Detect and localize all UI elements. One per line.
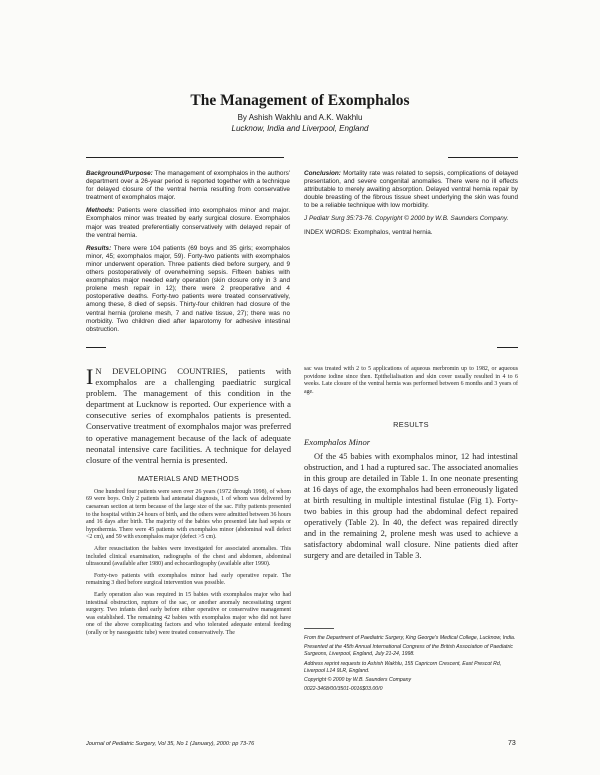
- footnote-rule: [304, 628, 334, 629]
- abstract-top-rule-right: [448, 157, 518, 158]
- article-title: The Management of Exomphalos: [190, 92, 410, 109]
- abstract-left-column: [86, 170, 290, 339]
- abstract-bottom-rule-left: [86, 347, 106, 348]
- abstract-methods: [86, 207, 290, 239]
- abstract-conclusion-lead: Conclusion:: [304, 170, 341, 177]
- abstract-methods-lead: Methods:: [86, 207, 115, 215]
- abstract-conclusion-text: Mortality rate was related to sepsis, complications of delayed presentation, and severe congenital anomalies. There were no ill effects attributable to merely awaiting absorption. Delayed ventral hernia repair by double breasting of the fibrous tissue sheet underlying the skin was found to be a reliable technique with low morbidity.: [304, 170, 518, 210]
- abstract-background-text: The management of exomphalos in the authors' department over a 26-year period is reported together with a technique for delayed closure of the ventral hernia resulting from conservative treatment of exomphalos major.: [86, 170, 290, 202]
- note-issn: 0022-3468/00/3501-0016$03.00/0: [304, 686, 383, 693]
- abstract-citation: J Pediatr Surg 35:73-76. Copyright © 2000 by W.B. Saunders Company.: [304, 215, 509, 223]
- abstract-results: [86, 245, 290, 334]
- page-number: 73: [508, 740, 516, 747]
- abstract-results-lead: Results:: [86, 244, 112, 252]
- abstract-background-lead: Background/Purpose:: [86, 170, 153, 177]
- methods-paragraph: After resuscitation the babies were investigated for associated anomalies. This included clinical examination, radiographs of the chest and abdomen, abdominal ultrasound (available after 1980) and echocardiography (available after 1990).: [86, 546, 291, 568]
- abstract-index-words: INDEX WORDS: Exomphalos, ventral hernia.: [304, 228, 433, 236]
- note-from: From the Department of Paediatric Surgery, King George's Medical College, Lucknow, India.: [304, 635, 516, 641]
- note-presented: Presented at the 45th Annual International Congress of the British Association of Paediatric Surgeons, Liverpool, England, July 21-24, 1998.: [304, 644, 513, 658]
- results-paragraph: Of the 45 babies with exomphalos minor, 12 had intestinal obstruction, and 1 had a ruptured sac. The associated anomalies in this group are detailed in Table 1. In one neonate presenting at 16 days of age, the exomphalos had been erroneously ligated at birth resulting in multiple intestinal fistulae (Fig 1). Forty-two babies in this group had the abdominal defect repaired operatively (Table 2). In 40, the defect was repaired directly and in the remaining 2, prolene mesh was used to achieve a satisfactory abdominal wall closure. Nine patients died after surgery and are detailed in Table 3.: [304, 452, 518, 561]
- abstract-methods-text: Patients were classified into exomphalos minor and major. Exomphalos minor was treated by early surgical closure. Exomphalos major was treated preferentially conservatively with delayed repair of the ventral hernia.: [86, 207, 290, 239]
- abstract-results-text: There were 104 patients (69 boys and 35 girls; exomphalos minor, 45; exomphalos major, 59). Forty-two patients with exomphalos minor underwent operation. Three patients died before surgery, and 9 others postoperatively of overwhelming sepsis. Fifteen babies with exomphalos major needed early operation (skin closure only in 3 and prolene mesh repair in 12); there were 2 preoperative and 4 postoperative deaths. Forty-two patients were treated conservatively, among these, 8 died of sepsis. Thirty-four children had closure of the ventral hernia (prolene mesh, 7 and native tissue, 27); there was no morbidity. Two children died after laparotomy for adhesive intestinal obstruction.: [86, 244, 290, 333]
- article-authors: By Ashish Wakhlu and A.K. Wakhlu: [237, 113, 363, 122]
- introduction-text: N DEVELOPING COUNTRIES, patients with exomphalos are a challenging paediatric surgical problem. The management of this condition in the department at Lucknow is reported. Our experience with a consecutive series of exomphalos patients is presented. Conservative treatment of exomphalos major was preferred to operative management because of the lack of adequate neonatal intensive care facilities. A technique for delayed closure of the ventral hernia is presented.: [86, 366, 291, 465]
- continued-methods-text: sac was treated with 2 to 5 applications of aqueous merbromin up to 1982, or aqueous povidone iodine since then. Epithelialisation and skin cover usually resulted in 4 to 6 weeks. Late closure of the ventral hernia was performed between 6 months and 3 years of age.: [304, 366, 518, 395]
- results-heading: RESULTS: [393, 420, 429, 430]
- abstract-right-column: [304, 170, 518, 242]
- note-copyright: Copyright © 2000 by W.B. Saunders Company: [304, 677, 412, 684]
- abstract-bottom-rule-right: [497, 347, 518, 348]
- methods-paragraph: One hundred four patients were seen over 26 years (1972 through 1998), of whom 69 were boys. Only 2 patients had antenatal diagnosis, 1 of whom was delivered by caesarean section at term because of the large size of the sac. Fifty patients presented to the hospital within 24 hours of birth, and the others were admitted between 36 hours and 16 days after birth. The majority of the babies who presented late had sepsis or hypothermia. There were 45 patients with exomphalos minor (abdominal wall defect <2 cm), and 59 with exomphalos major (defect >5 cm).: [86, 488, 291, 541]
- article-affiliation: Lucknow, India and Liverpool, England: [231, 124, 369, 133]
- results-subheading: Exomphalos Minor: [304, 437, 371, 448]
- footnotes: [304, 635, 518, 695]
- abstract-conclusion: [304, 170, 518, 210]
- abstract-top-rule-left: [86, 157, 284, 158]
- methods-heading: MATERIALS AND METHODS: [137, 473, 240, 483]
- methods-paragraph: Forty-two patients with exomphalos minor had early operative repair. The remaining 3 died before surgical intervention was possible.: [86, 572, 291, 587]
- body-left-column: [86, 366, 291, 642]
- body-right-column: [304, 366, 518, 561]
- methods-section: [86, 489, 291, 638]
- introduction-paragraph: [86, 366, 291, 466]
- abstract-background: [86, 170, 290, 202]
- dropcap: I: [86, 364, 94, 389]
- journal-footer: Journal of Pediatric Surgery, Vol 35, No 1 (January), 2000: pp 73-76: [86, 741, 255, 747]
- methods-paragraph: Early operation also was required in 15 babies with exomphalos major who had intestinal obstruction, rupture of the sac, or another anomaly necessitating urgent surgery. Two infants died early before either operative or conservative management was established. The remaining 42 babies with exomphalos major who did not have one of the above complicating factors and who tolerated adequate enteral feeding (orally or by nasogastric tube) were treated conservatively. The: [86, 591, 291, 636]
- note-address: Address reprint requests to Ashish Wakhlu, 155 Capricorn Crescent, East Prescot Rd, Liverpool L14 9LR, England.: [304, 660, 502, 674]
